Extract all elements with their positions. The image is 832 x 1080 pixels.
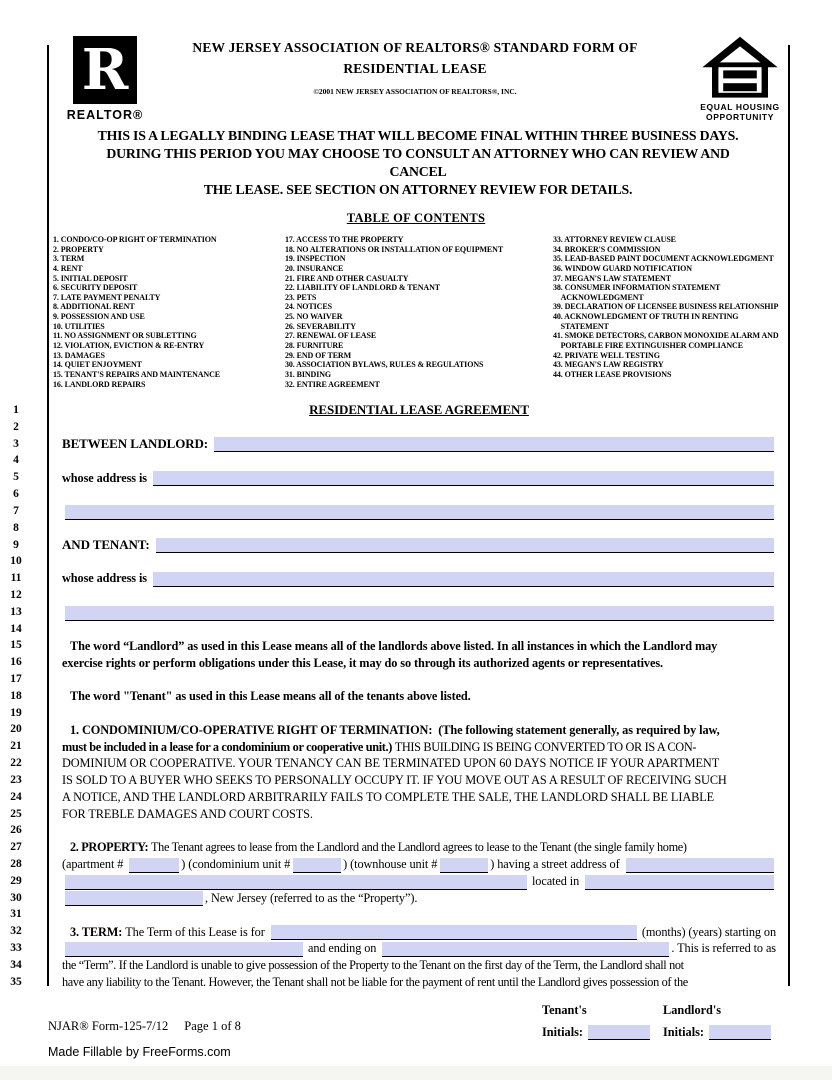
form-line-15 — [62, 637, 776, 654]
list-item: 25 — [10, 807, 22, 820]
form-line-7 — [62, 503, 776, 520]
townhouse-unit-label: ) (townhouse unit # — [343, 857, 438, 872]
list-item: 8 — [13, 521, 19, 534]
and-tenant-label: AND TENANT: — [62, 536, 153, 552]
form-line-28 — [62, 856, 776, 873]
realtor-logo-label: REALTOR® — [66, 108, 144, 122]
list-item: 13. DAMAGES — [53, 350, 105, 360]
form-line-11 — [62, 570, 776, 587]
list-item: 39. DECLARATION OF LICENSEE BUSINESS RELATIONSHIP — [553, 302, 779, 312]
attorney-review-warning — [84, 127, 752, 199]
form-line-22 — [62, 755, 776, 772]
form-line-27 — [62, 839, 776, 856]
list-item: 28. FURNITURE — [285, 341, 344, 351]
section1-heading-text: 1. CONDOMINIUM/CO-OPERATIVE RIGHT OF TERMINATION: (The following statement generally, as required by law, — [70, 722, 720, 737]
toc-column-1 — [53, 235, 283, 389]
list-item: 1 — [13, 404, 19, 416]
left-border-rule — [47, 45, 49, 986]
form-line-5 — [62, 469, 776, 486]
list-item: 5 — [13, 471, 19, 484]
landlord-address-field-2[interactable] — [65, 505, 774, 520]
term-end-date-field[interactable] — [382, 942, 669, 957]
lease-body — [62, 402, 776, 990]
street-address-field[interactable] — [626, 858, 774, 873]
term-start-date-field[interactable] — [65, 942, 303, 957]
referred-to-as-text: . This is referred to as — [671, 941, 776, 956]
list-item: 6. SECURITY DEPOSIT — [53, 283, 138, 293]
form-line-32 — [62, 923, 776, 940]
form-line-34 — [62, 957, 776, 974]
list-item: 10. UTILITIES — [53, 321, 105, 331]
landlord-initials-block — [663, 1003, 771, 1040]
right-border-rule — [788, 45, 790, 986]
tenant-address-field-2[interactable] — [65, 606, 774, 621]
list-item: 40. ACKNOWLEDGMENT OF TRUTH IN RENTING — [553, 312, 739, 322]
townhouse-unit-field[interactable] — [440, 858, 488, 873]
form-line-35 — [62, 974, 776, 991]
list-item: 35. LEAD-BASED PAINT DOCUMENT ACKNOWLEDGMENT — [553, 254, 774, 264]
list-item: 13 — [10, 605, 22, 618]
list-item: THIS IS A LEGALLY BINDING LEASE THAT WILL BECOME FINAL WITHIN THREE BUSINESS DAYS. — [97, 128, 739, 143]
list-item: 11. NO ASSIGNMENT OR SUBLETTING — [53, 331, 197, 341]
list-item: 21. FIRE AND OTHER CASUALTY — [285, 273, 409, 283]
list-item: 12 — [10, 588, 22, 601]
landlord-definition-text-1: The word “Landlord” as used in this Lease means all of the landlords above listed. In all instances in which the Landlord may — [70, 638, 718, 653]
form-line-30 — [62, 890, 776, 907]
list-item: 6 — [13, 488, 19, 501]
between-landlord-label: BETWEEN LANDLORD: — [62, 435, 212, 451]
tenant-definition-text: The word "Tenant" as used in this Lease means all of the tenants above listed. — [70, 689, 471, 704]
form-line-19 — [62, 705, 776, 722]
form-line-12 — [62, 587, 776, 604]
toc-heading: TABLE OF CONTENTS — [346, 211, 486, 225]
tenant-initials-title: Tenant's — [542, 1003, 587, 1017]
tenant-initials-label: Initials: — [542, 1025, 583, 1039]
list-item: 14. QUIET ENJOYMENT — [53, 360, 142, 370]
municipality-field[interactable] — [65, 891, 203, 906]
form-line-16 — [62, 654, 776, 671]
list-item: 37. MEGAN'S LAW STATEMENT — [553, 273, 671, 283]
list-item: 7. LATE PAYMENT PENALTY — [53, 292, 161, 302]
landlord-initials-title: Landlord's — [663, 1003, 722, 1017]
ending-on-label: and ending on — [305, 941, 380, 956]
list-item: 22 — [10, 757, 22, 770]
list-item: 4. RENT — [53, 263, 83, 273]
list-item: 5. INITIAL DEPOSIT — [53, 273, 128, 283]
list-item: 4 — [13, 454, 19, 467]
form-line-10 — [62, 553, 776, 570]
list-item: 34 — [10, 958, 22, 971]
list-item: 11 — [10, 572, 22, 585]
document-title — [160, 40, 670, 96]
list-item: 15. TENANT'S REPAIRS AND MAINTENANCE — [53, 369, 221, 379]
form-line-23 — [62, 772, 776, 789]
form-line-4 — [62, 452, 776, 469]
made-fillable-credit: Made Fillable by FreeForms.com — [48, 1045, 231, 1059]
tenant-address-label: whose address is — [62, 571, 150, 586]
list-item: 18 — [10, 689, 22, 702]
list-item: 17 — [10, 673, 22, 685]
street-address-label: ) having a street address of — [490, 857, 623, 872]
list-item: 28 — [10, 857, 22, 870]
located-in-label: located in — [529, 874, 583, 889]
list-item: 42. PRIVATE WELL TESTING — [553, 350, 660, 360]
list-item: 8. ADDITIONAL RENT — [53, 302, 135, 312]
form-id-line — [48, 1019, 241, 1034]
form-line-25 — [62, 806, 776, 823]
form-line-33 — [62, 940, 776, 957]
list-item: 16 — [10, 656, 22, 669]
list-item: 21 — [10, 740, 22, 753]
form-line-13 — [62, 604, 776, 621]
list-item: 24 — [10, 790, 22, 803]
section3-heading: 3. TERM: — [70, 924, 126, 939]
form-line-21 — [62, 738, 776, 755]
list-item: ACKNOWLEDGMENT — [553, 292, 644, 302]
copyright-line: ©2001 NEW JERSEY ASSOCIATION OF REALTORS®, INC. — [313, 87, 517, 96]
list-item: 34. BROKER'S COMMISSION — [553, 244, 661, 254]
list-item: 10 — [10, 555, 22, 568]
form-line-17 — [62, 671, 776, 688]
list-item: 20. INSURANCE — [285, 263, 344, 273]
term-text-1: the “Term”. If the Landlord is unable to give possession of the Property to the Tenant on the first day of the Term, the Landlord shall not — [62, 958, 684, 973]
form-id: NJAR® Form-125-7/12 — [48, 1019, 169, 1033]
list-item: 36. WINDOW GUARD NOTIFICATION — [553, 263, 692, 273]
section2-text: The Tenant agrees to lease from the Landlord and the Landlord agrees to lease to the Tenant (the single family home) — [151, 840, 687, 855]
section1-text-bold: must be included in a lease for a condominium or cooperative unit.) — [62, 739, 395, 754]
list-item: 26 — [10, 824, 22, 837]
section1-text-caps-1: THIS BUILDING IS BEING CONVERTED TO OR IS A CON- — [394, 739, 697, 754]
section1-text-caps-2: DOMINIUM OR COOPERATIVE. YOUR TENANCY CAN BE TERMINATED UPON 60 DAYS NOTICE IF YOUR APARTMENT — [62, 756, 720, 771]
form-line-6 — [62, 486, 776, 503]
tenant-initials-block — [542, 1003, 650, 1040]
list-item: 29 — [10, 874, 22, 887]
list-item: 26. SEVERABILITY — [285, 321, 356, 331]
equal-housing-logo — [694, 36, 786, 122]
section1-text-caps-5: FOR TREBLE DAMAGES AND COURT COSTS. — [62, 806, 313, 821]
list-item: 32. ENTIRE AGREEMENT — [285, 379, 380, 389]
list-item: 15 — [10, 639, 22, 652]
landlord-name-field[interactable] — [214, 437, 774, 452]
list-item: 33 — [10, 942, 22, 954]
section1-text-caps-4: A NOTICE, AND THE LANDLORD ARBITRARILY FAILS TO COMPLETE THE SALE, THE LANDLORD SHALL BE LIABLE — [62, 790, 715, 804]
page-bottom-edge — [0, 1066, 832, 1080]
lease-agreement-title: RESIDENTIAL LEASE AGREEMENT — [309, 402, 529, 418]
landlord-initials-field[interactable] — [709, 1025, 771, 1040]
tenant-address-field[interactable] — [153, 572, 774, 587]
form-line-24 — [62, 789, 776, 806]
list-item: 2. PROPERTY — [53, 244, 104, 254]
list-item: THE LEASE. SEE SECTION ON ATTORNEY REVIEW FOR DETAILS. — [203, 182, 633, 197]
list-item: 32 — [10, 925, 22, 938]
term-text-2: have any liability to the Tenant. However, the Tenant shall not be liable for the payment of rent until the Landlord gives possession of the — [62, 974, 688, 989]
list-item: 31 — [10, 908, 22, 921]
landlord-address-field[interactable] — [153, 471, 774, 486]
term-length-field[interactable] — [271, 925, 637, 940]
list-item: 43. MEGAN'S LAW REGISTRY — [553, 360, 664, 370]
tenant-name-field[interactable] — [156, 538, 774, 553]
line-number-column — [2, 402, 30, 990]
list-item: 38. CONSUMER INFORMATION STATEMENT — [553, 283, 721, 293]
tenant-initials-field[interactable] — [588, 1025, 650, 1040]
form-line-2 — [62, 419, 776, 436]
realtor-logo — [66, 36, 144, 122]
list-item: 18. NO ALTERATIONS OR INSTALLATION OF EQUIPMENT — [285, 244, 504, 254]
form-line-31 — [62, 906, 776, 923]
list-item: 25. NO WAIVER — [285, 312, 343, 322]
new-jersey-property-text: , New Jersey (referred to as the “Property”). — [205, 890, 418, 905]
list-item: 19. INSPECTION — [285, 254, 346, 264]
list-item: 20 — [10, 723, 22, 736]
apartment-number-field[interactable] — [129, 858, 179, 873]
list-item: 27. RENEWAL OF LEASE — [285, 331, 377, 341]
list-item: 1. CONDO/CO-OP RIGHT OF TERMINATION — [53, 235, 217, 244]
form-line-18 — [62, 688, 776, 705]
equal-housing-label: EQUAL HOUSING OPPORTUNITY — [700, 102, 780, 122]
list-item: 16. LANDLORD REPAIRS — [53, 379, 146, 389]
list-item: 12. VIOLATION, EVICTION & RE-ENTRY — [53, 341, 205, 351]
list-item: 30. ASSOCIATION BYLAWS, RULES & REGULATIONS — [285, 360, 484, 370]
form-line-9 — [62, 537, 776, 554]
list-item: 17. ACCESS TO THE PROPERTY — [285, 235, 404, 244]
list-item: 30 — [10, 891, 22, 904]
equal-housing-house-icon — [700, 36, 780, 100]
list-item: 22. LIABILITY OF LANDLORD & TENANT — [285, 283, 440, 293]
toc-column-2 — [285, 235, 551, 389]
form-line-8 — [62, 520, 776, 537]
title-line-1: NEW JERSEY ASSOCIATION OF REALTORS® STANDARD FORM OF — [192, 40, 638, 55]
form-line-26 — [62, 822, 776, 839]
list-item: 3. TERM — [53, 254, 85, 264]
list-item: 35 — [10, 975, 22, 988]
list-item: 41. SMOKE DETECTORS, CARBON MONOXIDE ALARM AND — [553, 331, 779, 341]
street-address-field-2[interactable] — [65, 875, 527, 890]
list-item: 3 — [13, 437, 19, 450]
form-line-20 — [62, 721, 776, 738]
list-item: 23 — [10, 773, 22, 786]
list-item: PORTABLE FIRE EXTINGUISHER COMPLIANCE — [553, 341, 743, 351]
list-item: 9. POSSESSION AND USE — [53, 312, 145, 322]
toc-column-3 — [553, 235, 787, 380]
months-years-text: (months) (years) starting on — [638, 924, 776, 939]
title-line-2: RESIDENTIAL LEASE — [343, 61, 487, 76]
list-item: 33. ATTORNEY REVIEW CLAUSE — [553, 235, 676, 244]
list-item: 2 — [13, 420, 19, 433]
landlord-definition-text-2: exercise rights or perform obligations under this Lease, it may do so through its authorized agents or representatives. — [62, 655, 663, 670]
page-number: Page 1 of 8 — [184, 1019, 241, 1033]
list-item: 31. BINDING — [285, 369, 332, 379]
form-line-14 — [62, 621, 776, 638]
form-line-1 — [62, 402, 776, 419]
list-item: 19 — [10, 706, 22, 719]
apartment-number-label: (apartment # — [62, 857, 127, 872]
list-item: 23. PETS — [285, 292, 317, 302]
located-in-field[interactable] — [585, 875, 774, 890]
condominium-unit-field[interactable] — [293, 858, 341, 873]
list-item: 14 — [10, 622, 22, 635]
landlord-initials-label: Initials: — [663, 1025, 704, 1039]
term-lease-text: The Term of this Lease is for — [125, 924, 268, 939]
form-line-29 — [62, 873, 776, 890]
section1-text-caps-3: IS SOLD TO A BUYER WHO SEEKS TO PERSONALLY OCCUPY IT. IF YOU MOVE OUT AS A RESULT OF RECEIVING SUCH — [62, 773, 727, 788]
condominium-unit-label: ) (condominium unit # — [181, 857, 291, 872]
form-line-3 — [62, 436, 776, 453]
realtor-r-icon: R — [73, 36, 137, 104]
list-item: 9 — [13, 538, 19, 551]
list-item: 7 — [13, 504, 19, 517]
section2-heading: 2. PROPERTY: — [70, 840, 151, 855]
list-item: DURING THIS PERIOD YOU MAY CHOOSE TO CONSULT AN ATTORNEY WHO CAN REVIEW AND CANCEL — [106, 146, 730, 179]
list-item: STATEMENT — [553, 321, 609, 331]
list-item: 44. OTHER LEASE PROVISIONS — [553, 369, 672, 379]
list-item: 27 — [10, 841, 22, 854]
list-item: 29. END OF TERM — [285, 350, 352, 360]
landlord-address-label: whose address is — [62, 470, 150, 485]
list-item: 24. NOTICES — [285, 302, 332, 312]
